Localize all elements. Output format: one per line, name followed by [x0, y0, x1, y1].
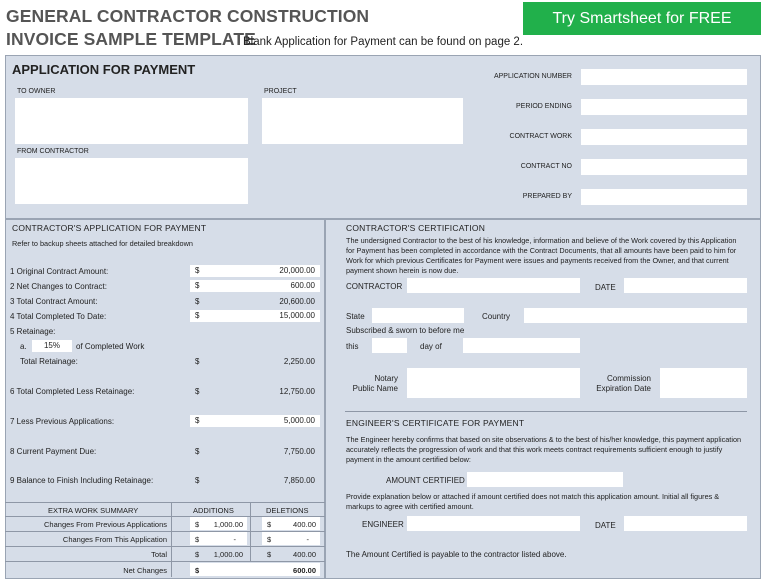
extra-total-del-currency: $: [267, 550, 272, 559]
engineer-date-field[interactable]: [624, 516, 747, 531]
notary-name-field[interactable]: [407, 368, 580, 398]
extra-table-row-rule: [5, 546, 325, 547]
line2-label: 2 Net Changes to Contract:: [10, 282, 107, 291]
contractor-certification-text: The undersigned Contractor to the best of his knowledge, information and believe of the Work covered by this Application for Payment has been completed in accordance with the Contract Documents, that all amounts have been paid to him for Work for which previous Certificates for Payment were issues and payments received from the Owner, and that current payment shown herein is now due.: [346, 236, 737, 275]
line1-amount: $ 20,000.00: [190, 265, 320, 277]
extra-total-add-currency: $: [195, 550, 200, 559]
month-field[interactable]: [463, 338, 580, 353]
extra-table-col-rule: [171, 502, 172, 577]
extra-header-additions: ADDITIONS: [193, 506, 234, 515]
project-field[interactable]: [262, 98, 463, 144]
extra-row2-label: Changes From This Application: [62, 535, 167, 544]
contractor-label: CONTRACTOR: [346, 282, 403, 291]
line1-value: 20,000.00: [279, 266, 315, 275]
extra-table-row-rule: [5, 561, 325, 562]
prepared-by-field[interactable]: [581, 189, 747, 205]
extra-row2-del-currency: $: [267, 535, 272, 544]
contractor-date-label: DATE: [595, 283, 616, 292]
extra-row1-add-currency: $: [195, 520, 200, 529]
certification-divider: [345, 411, 747, 412]
line7-label: 7 Less Previous Applications:: [10, 417, 115, 426]
line4-label: 4 Total Completed To Date:: [10, 312, 107, 321]
net-changes-currency: $: [195, 566, 200, 575]
line8-value: 7,750.00: [283, 447, 315, 456]
extra-row2-del-value: -: [306, 535, 309, 544]
engineer-certificate-text: The Engineer hereby confirms that based on site observations & to the best of his/her knowledge, this payment application accurately reflects the progression of work and that this work meets contract requirements sufficient enough to justify payment in the amount certified below:: [346, 435, 742, 464]
payable-note: The Amount Certified is payable to the contractor listed above.: [346, 550, 567, 559]
contract-work-label: CONTRACT WORK: [509, 133, 572, 140]
subscribed-label: Subscribed & sworn to before me: [346, 326, 465, 335]
extra-row2-add-currency: $: [195, 535, 200, 544]
application-heading: APPLICATION FOR PAYMENT: [12, 62, 196, 77]
backup-note: Refer to backup sheets attached for detailed breakdown: [12, 239, 193, 248]
retainage-prefix: a.: [20, 342, 27, 351]
engineer-date-label: DATE: [595, 521, 616, 530]
extra-table-top-rule: [5, 502, 325, 503]
line2-amount: $ 600.00: [190, 280, 320, 292]
line4-amount: $ 15,000.00: [190, 310, 320, 322]
line6-label: 6 Total Completed Less Retainage:: [10, 387, 135, 396]
contractor-application-heading: CONTRACTOR'S APPLICATION FOR PAYMENT: [12, 223, 207, 233]
commission-label-line1: Commission: [606, 374, 651, 383]
contract-no-label: CONTRACT NO: [520, 163, 572, 170]
provide-explanation-text: Provide explanation below or attached if amount certified does not match this application amount. Initial all figures & markups to agree with certified amount.: [346, 492, 720, 511]
line6-currency: $: [195, 387, 200, 396]
commission-label-line2: Expiration Date: [596, 384, 651, 393]
from-contractor-label: FROM CONTRACTOR: [17, 148, 89, 155]
net-changes-value: 600.00: [293, 566, 316, 575]
contractor-field[interactable]: [407, 278, 580, 293]
line8-currency: $: [195, 447, 200, 456]
state-label: State: [346, 312, 365, 321]
country-field[interactable]: [524, 308, 747, 323]
engineer-label: ENGINEER: [362, 520, 404, 529]
contract-work-field[interactable]: [581, 129, 747, 145]
line9-currency: $: [195, 476, 200, 485]
line3-currency: $: [195, 297, 200, 306]
line7-amount: $ 5,000.00: [190, 415, 320, 427]
line3-value: 20,600.00: [279, 297, 315, 306]
period-ending-label: PERIOD ENDING: [515, 103, 572, 110]
extra-total-del-value: 400.00: [293, 550, 316, 559]
day-field[interactable]: [372, 338, 407, 353]
contractor-certification-heading: CONTRACTOR'S CERTIFICATION: [346, 223, 486, 233]
line7-value: 5,000.00: [283, 416, 315, 425]
period-ending-field[interactable]: [581, 99, 747, 115]
this-label: this: [346, 342, 359, 351]
line5-label: 5 Retainage:: [10, 327, 56, 336]
country-label: Country: [482, 312, 511, 321]
line9-value: 7,850.00: [283, 476, 315, 485]
amount-certified-field[interactable]: [467, 472, 623, 487]
extra-row1-del-value: 400.00: [293, 520, 316, 529]
line9-label: 9 Balance to Finish Including Retainage:: [10, 476, 154, 485]
line4-value: 15,000.00: [279, 311, 315, 320]
project-label: PROJECT: [264, 88, 297, 95]
line2-value: 600.00: [290, 281, 315, 290]
total-retainage-value: 2,250.00: [283, 357, 315, 366]
extra-header-deletions: DELETIONS: [266, 506, 309, 515]
extra-row1-del-currency: $: [267, 520, 272, 529]
prepared-by-label: PREPARED BY: [522, 193, 572, 200]
try-smartsheet-button[interactable]: Try Smartsheet for FREE: [523, 2, 761, 35]
commission-expiration-field[interactable]: [660, 368, 747, 398]
line6-value: 12,750.00: [279, 387, 315, 396]
extra-total-add-value: 1,000.00: [213, 550, 243, 559]
line1-label: 1 Original Contract Amount:: [10, 267, 109, 276]
extra-total-label: Total: [151, 550, 167, 559]
retainage-percent[interactable]: 15%: [32, 340, 72, 352]
contract-no-field[interactable]: [581, 159, 747, 175]
subtitle: Blank Application for Payment can be found on page 2.: [243, 36, 524, 48]
application-number-label: APPLICATION NUMBER: [493, 73, 572, 80]
to-owner-label: TO OWNER: [17, 88, 56, 95]
day-of-label: day of: [420, 342, 442, 351]
extra-table-col-rule: [250, 502, 251, 562]
notary-label-line1: Notary: [374, 374, 398, 383]
line8-label: 8 Current Payment Due:: [10, 447, 97, 456]
engineer-field[interactable]: [407, 516, 580, 531]
extra-row1-label: Changes From Previous Applications: [44, 520, 167, 529]
state-field[interactable]: [372, 308, 464, 323]
extra-row1-add-value: 1,000.00: [213, 520, 243, 529]
net-changes-label: Net Changes: [123, 566, 167, 575]
extra-row2-add-value: -: [233, 535, 236, 544]
contractor-date-field[interactable]: [624, 278, 747, 293]
to-owner-field[interactable]: [15, 98, 248, 144]
amount-certified-label: AMOUNT CERTIFIED: [386, 476, 465, 485]
page-title-line2: INVOICE SAMPLE TEMPLATE: [6, 29, 256, 49]
notary-label-line2: Public Name: [352, 384, 398, 393]
extra-header-summary: EXTRA WORK SUMMARY: [48, 506, 139, 515]
engineer-certificate-heading: ENGINEER'S CERTIFICATE FOR PAYMENT: [346, 418, 525, 428]
from-contractor-field[interactable]: [15, 158, 248, 204]
total-retainage-currency: $: [195, 357, 200, 366]
line3-label: 3 Total Contract Amount:: [10, 297, 98, 306]
application-number-field[interactable]: [581, 69, 747, 85]
page-title-line1: GENERAL CONTRACTOR CONSTRUCTION: [6, 6, 370, 26]
total-retainage-label: Total Retainage:: [20, 357, 78, 366]
retainage-suffix: of Completed Work: [76, 342, 145, 351]
